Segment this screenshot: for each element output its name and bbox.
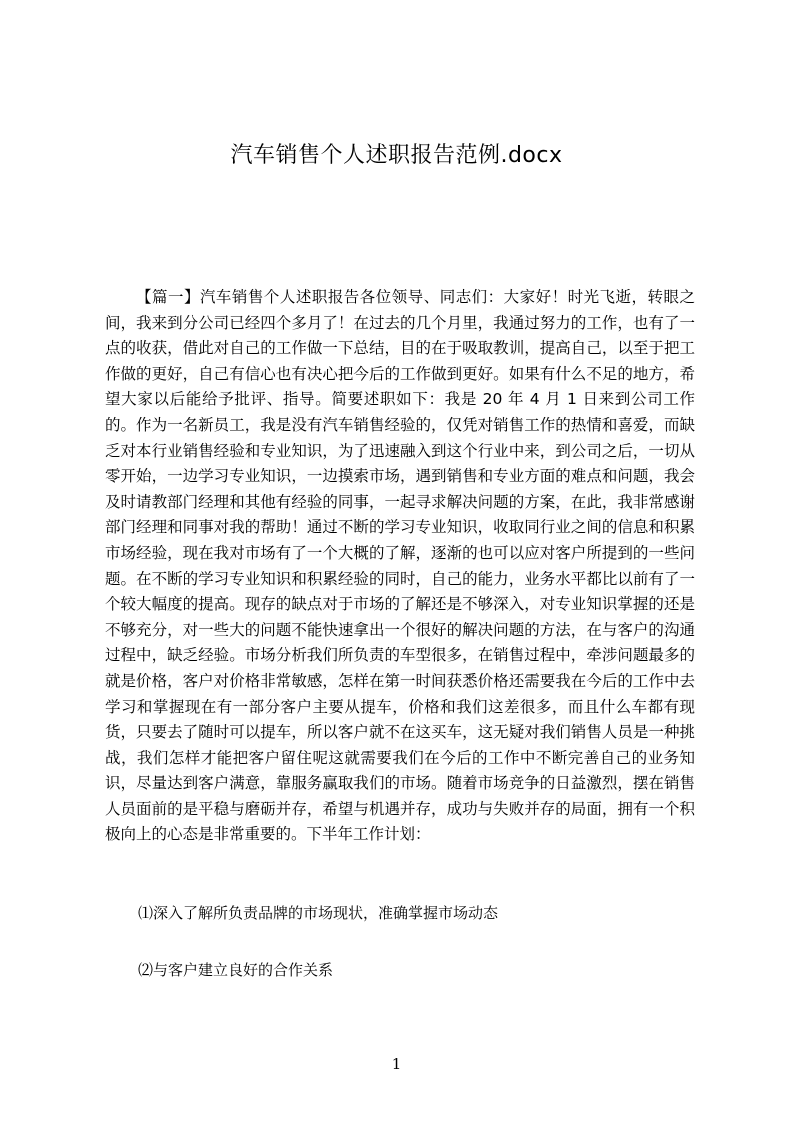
page-number: 1	[391, 1055, 402, 1073]
document-title: 汽车销售个人述职报告范例.docx	[230, 143, 563, 168]
plan-item-2: ⑵与客户建立良好的合作关系	[138, 961, 334, 979]
body-paragraph: 【篇一】汽车销售个人述职报告各位领导、同志们：大家好！时光飞逝，转眼之间，我来到分公司已经四个多月了！在过去的几个月里，我通过努力的工作，也有了一点的收获，借此对自己的工作做一下总结，目的在于吸取教训，提高自己，以至于把工作做的更好，自己有信心也有决心把今后的工作做到更好。如果有什么不足的地方，希望大家以后能给予批评、指导。简要述职如下：我是 20 年 4 月 1 日来到公司工作的。作为一名新员工，我是没有汽车销售经验的，仅凭对销售工作的热情和喜爱，而缺乏对本行业销售经验和专业知识，为了迅速融入到这个行业中来，到公司之后，一切从零开始，一边学习专业知识，一边摸索市场，遇到销售和专业方面的难点和问题，我会及时请教部门经理和其他有经验的同事，一起寻求解决问题的方案，在此，我非常感谢部门经理和同事对我的帮助！通过不断的学习专业知识，收取同行业之间的信息和积累市场经验，现在我对市场有了一个大概的了解，逐渐的也可以应对客户所提到的一些问题。在不断的学习专业知识和积累经验的同时，自己的能力，业务水平都比以前有了一个较大幅度的提高。现存的缺点对于市场的了解还是不够深入，对专业知识掌握的还是不够充分，对一些大的问题不能快速拿出一个很好的解决问题的方法，在与客户的沟通过程中，缺乏经验。市场分析我们所负责的车型很多，在销售过程中，牵涉问题最多的就是价格，客户对价格非常敏感，怎样在第一时间获悉价格还需要我在今后的工作中去学习和掌握现在有一部分客户主要从提车，价格和我们这差很多，而且什么车都有现货，只要去了随时可以提车，所以客户就不在这买车，这无疑对我们销售人员是一种挑战，我们怎样才能把客户留住呢这就需要我们在今后的工作中不断完善自己的业务知识，尽量达到客户满意，靠服务赢取我们的市场。随着市场竞争的日益激烈，摆在销售人员面前的是平稳与磨砺并存，希望与机遇并存，成功与失败并存的局面，拥有一个积极向上的心态是非常重要的。下半年工作计划：	[105, 288, 695, 844]
plan-item-1: ⑴深入了解所负责品牌的市场现状，准确掌握市场动态	[138, 904, 499, 922]
